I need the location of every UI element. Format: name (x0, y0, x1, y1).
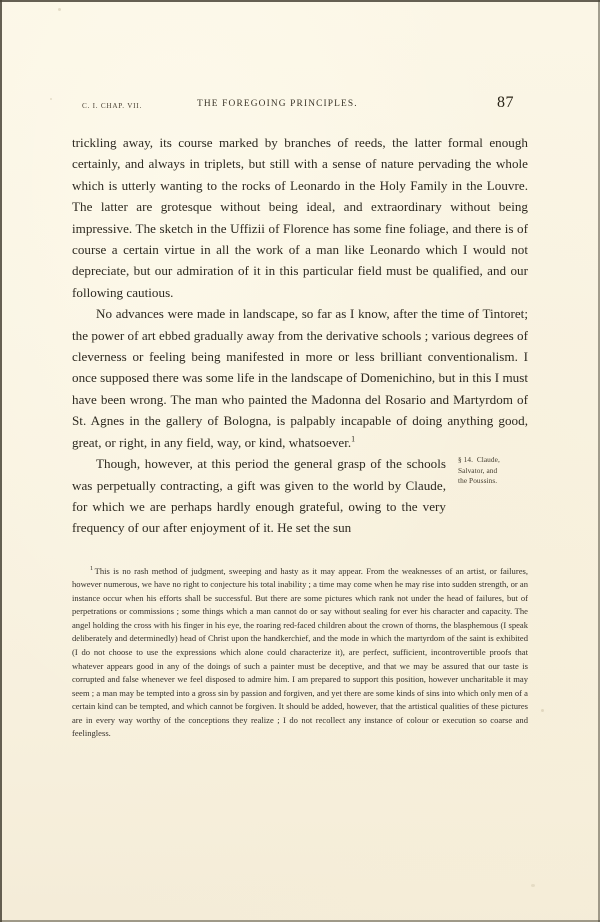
running-head-chapter-ref: C. I. CHAP. VII. (82, 102, 142, 110)
paper-fleck (531, 884, 535, 887)
running-head-title: THE FOREGOING PRINCIPLES. (197, 99, 358, 109)
side-note-subject: Claude, (476, 455, 500, 465)
footnote-marker: 1 (90, 564, 94, 572)
scan-edge-top (0, 0, 600, 2)
paragraph-2-text: No advances were made in landscape, so far as I know, after the time of Tintoret; the power of art ebbed gradually away from the derivative schools ; various degrees of cleverness or feeling being manifested in more or less brilliant conventionalism. I once supposed there was some life in the landscape of Domenichino, but in this I must have been wrong. The man who painted the Madonna del Rosario and Martyrdom of St. Agnes in the gallery of Bologna, is palpably incapable of doing anything good, great, or right, in any field, way, or kind, whatsoever. (72, 306, 528, 450)
paper-fleck (58, 8, 61, 11)
paper-fleck (541, 709, 544, 712)
body-text (72, 132, 528, 539)
paragraph-3: Though, however, at this period the general grasp of the schools was perpetually contracting, a gift was given to the world by Claude, for which we are perhaps hardly enough grateful, owing to the very frequency of our after enjoyment of it. He set the sun (72, 453, 528, 539)
paragraph-3-block (72, 453, 528, 539)
side-note-line-3: the Poussins. (458, 475, 498, 485)
side-note-line-1 (458, 455, 532, 465)
paper-fleck (50, 98, 52, 100)
running-head (72, 96, 528, 118)
footnote-reference[interactable]: 1 (351, 434, 356, 444)
paragraph-1: trickling away, its course marked by branches of reeds, the latter formal enough certainly, and always in triplets, but still with a sense of nature pervading the whole which is utterly wanting to the rocks of Leonardo in the Holy Family in the Louvre. The latter are grotesque without being ideal, and extraordinary without being impressive. The sketch in the Uffizii of Florence has some fine foliage, and there is of course a certain virtue in all the work of a man like Leonardo which I would not depreciate, but our admiration of it in this particular field must be qualified, and our following cautious. (72, 135, 528, 300)
marginal-side-note (458, 455, 532, 486)
page-number: 87 (497, 94, 514, 111)
footnote-text: This is no rash method of judgment, sweeping and hasty as it may appear. From the weaknesses of an artist, or failures, however numerous, we have no right to conjecture his total inability ; a time may come when he may rise into sudden strength, or an instance occur when his efforts shall be successful. But there are some pictures which rank not under the head of failures, but of perpetrations or commissions ; some things which a man cannot do or say without sealing for ever his character and capacity. The angel holding the cross with his finger in his eye, the roaring red-faced children about the crown of thorns, the blasphemous (I speak deliberately and determinedly) head of Christ upon the handkerchief, and the mode in which the martyrdom of the saint is exhibited (I do not choose to use the expressions which alone could characterize it), are perfect, sufficient, incontrovertible proofs that whatever appears good in any of the doings of such a painter must be deceptive, and that we may be assured that our taste is corrupted and false whenever we feel disposed to admire him. I am prepared to support this position, however uncharitable it may seem ; a man may be tempted into a gross sin by passion and forgiven, and yet there are some kinds of sins into which only men of a certain kind can be tempted, and which cannot be forgiven. It should be added, however, that the artistical qualities of these pictures are in every way worthy of the conceptions they realize ; I do not recollect any instance of colour or execution so coarse and feelingless. (72, 565, 528, 739)
paragraph-2 (72, 303, 528, 453)
side-note-line-2: Salvator, and (458, 465, 498, 475)
page-content (72, 96, 528, 741)
side-note-section-number: § 14. (458, 455, 473, 465)
footnote (72, 565, 528, 741)
scan-edge-left (0, 0, 2, 922)
